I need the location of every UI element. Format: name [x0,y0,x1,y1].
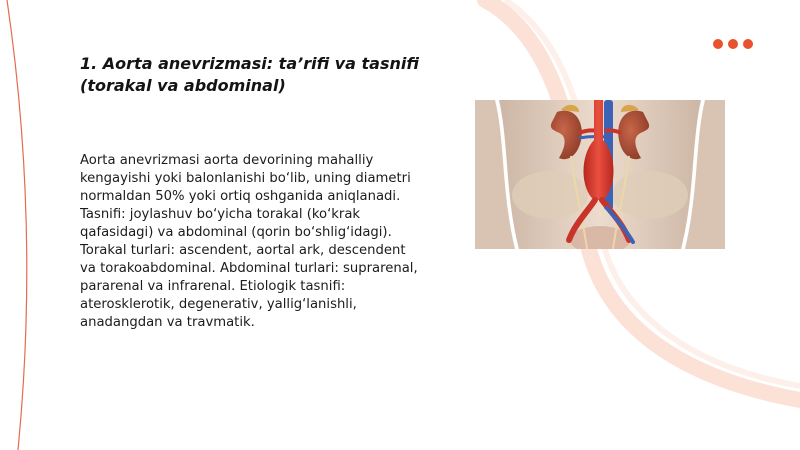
slide-body-text: Aorta anevrizmasi aorta devorining mahalliy kengayishi yoki balonlanishi bo‘lib, uning diametri normaldan 50% yoki ortiq oshganida aniqlanadi. Tasnifi: joylashuv bo‘yicha torakal (ko‘krak qafasidagi) va abdominal (qorin bo‘shlig‘idagi). Torakal turlari: ascendent, aortal ark, descendent va torakoabdominal. Abdominal turlari: suprarenal, pararenal va infrarenal. Etiologik tasnifi: aterosklerotik, degenerativ, yallig‘lanishli, anadangdan va travmatik. [80,153,418,330]
slide-title: 1. Aorta anevrizmasi: ta’rifi va tasnifi (torakal va abdominal) [80,54,419,95]
dot-icon [728,39,738,49]
decorative-edge-line [7,0,27,450]
dot-icon [743,39,753,49]
decorative-dots [713,39,753,49]
aortic-aneurysm-illustration [475,100,725,249]
dot-icon [713,39,723,49]
